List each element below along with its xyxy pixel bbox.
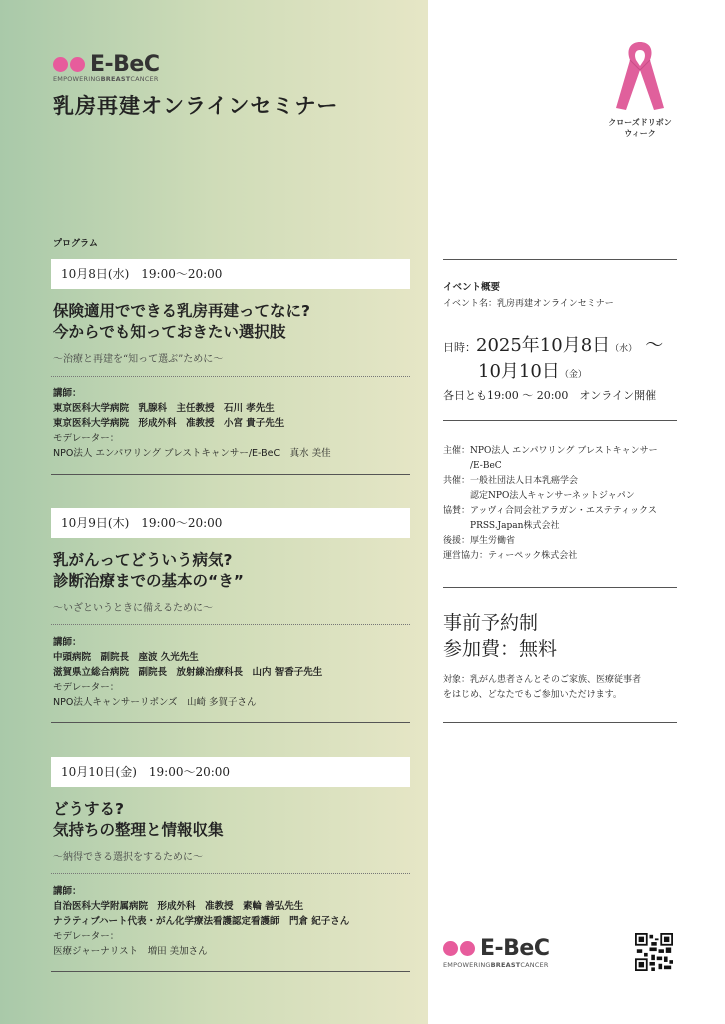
logo-text: E-BeC [90,52,160,77]
moderator-label: モデレーター： [53,433,120,444]
divider [443,587,677,588]
tagline-pre: EMPOWERING [53,75,101,83]
divider [51,873,410,874]
moderator: 医療ジャーナリスト 増田 美加さん [53,946,208,957]
lecturer-label: 講師： [53,886,82,897]
logo-tagline [53,75,159,83]
session-subtitle: ～いざというときに備えるために～ [53,603,213,614]
organizer-value: PRSS.Japan株式会社 [470,521,560,531]
divider [51,474,410,475]
logo-dot-icon [70,57,85,72]
ribbon-label [598,117,682,139]
top-logo [53,52,160,77]
target-line1: 対象：乳がん患者さんとそのご家族、医療従事者 [443,675,642,685]
organizer-key: 共催： [443,476,471,486]
pink-ribbon-icon [608,36,672,116]
session-speakers [53,635,413,710]
session-title-line2: 診断治療までの基本の“き” [53,572,244,590]
session-title-line1: どうする? [53,800,124,818]
organizer-row [443,474,658,504]
tagline-bold: BREAST [100,75,131,83]
session-title-line2: 気持ちの整理と情報収集 [53,821,224,839]
event-name: イベント名：乳房再建オンラインセミナー [443,299,614,309]
event-heading: イベント概要 [443,282,501,293]
organizer-value: ティーペック株式会社 [488,551,578,561]
organizer-key: 運営協力： [443,551,489,561]
lecturer: 自治医科大学附属病院 形成外科 准教授 素輪 善弘先生 [53,901,304,912]
lecturer: 中頭病院 副院長 座波 久光先生 [53,652,199,663]
moderator-label: モデレーター： [53,682,120,693]
organizer-value: 一般社団法人日本乳癌学会 [470,476,579,486]
lecturer: ナラティブハート代表・がん化学療法看護認定看護師 門倉 紀子さん [53,916,350,927]
date-row-end [443,357,663,383]
organizer-row [443,504,658,534]
organizer-key: 後援： [443,536,471,546]
reservation-line1: 事前予約制 [443,612,539,634]
lecturer-label: 講師： [53,388,82,399]
target-line2: をはじめ、どなたでもご参加いただけます。 [443,690,622,700]
session-title [53,550,413,592]
event-dates [443,331,663,383]
divider [51,624,410,625]
session-date: 10月8日(水) 19:00～20:00 [51,259,410,289]
program-label: プログラム [53,239,98,249]
tagline-post: CANCER [520,961,549,969]
logo-dot-icon [460,941,475,956]
ribbon-label-line2: ウィーク [624,129,656,138]
session-title-line2: 今からでも知っておきたい選択肢 [53,323,286,341]
lecturer-label: 講師： [53,637,82,648]
daily-time: 各日とも19:00 ～ 20:00 オンライン開催 [443,389,657,402]
organizer-row [443,549,658,564]
moderator-label: モデレーター： [53,931,120,942]
session-date: 10月9日(木) 19:00～20:00 [51,508,410,538]
lecturer: 東京医科大学病院 形成外科 准教授 小宮 貴子先生 [53,418,285,429]
target-audience [443,673,683,703]
reservation-line2: 参加費：無料 [443,638,558,660]
organizer-value: アッヴィ合同会社アラガン・エステティックス [470,506,657,516]
tagline-pre: EMPOWERING [443,961,491,969]
qr-code-icon[interactable] [635,933,673,971]
logo-dot-icon [53,57,68,72]
divider [443,259,677,260]
date-start-dow: （水） [610,344,638,354]
organizer-key: 主催： [443,446,471,456]
organizer-value: 認定NPO法人キャンサーネットジャパン [470,491,635,501]
divider [51,971,410,972]
session-speakers [53,884,413,959]
logo-text: E-BeC [480,936,550,961]
organizer-value: NPO法人 エンパワリング ブレストキャンサー [470,446,658,456]
session-title [53,799,413,841]
logo-tagline [443,961,549,969]
session-title [53,301,413,343]
lecturer: 東京医科大学病院 乳腺科 主任教授 石川 孝先生 [53,403,275,414]
date-start: 2025年10月8日 [476,335,611,356]
divider [51,376,410,377]
organizer-row [443,444,658,474]
moderator: NPO法人 エンパワリング ブレストキャンサー/E-BeC 真水 美佳 [53,448,331,459]
session-title-line1: 乳がんってどういう病気? [53,551,233,569]
date-row-start [443,331,663,357]
tagline-post: CANCER [130,75,159,83]
lecturer: 滋賀県立総合病院 副院長 放射線治療科長 山内 智香子先生 [53,667,323,678]
session-subtitle: ～納得できる選択をするために～ [53,852,203,863]
bottom-logo [443,936,550,961]
ribbon-label-line1: クローズドリボン [608,118,672,127]
organizer-key: 協賛： [443,506,471,516]
organizer-value: /E-BeC [470,461,502,471]
tagline-bold: BREAST [490,961,521,969]
moderator: NPO法人キャンサーリボンズ 山崎 多賀子さん [53,697,257,708]
date-label: 日時： [443,341,476,354]
date-tilde: ～ [645,335,664,356]
session-date: 10月10日(金) 19:00～20:00 [51,757,410,787]
page-title: 乳房再建オンラインセミナー [53,94,339,118]
session-subtitle: ～治療と再建を“知って選ぶ”ために～ [53,354,224,365]
divider [443,420,677,421]
organizer-value: 厚生労働省 [470,536,516,546]
date-end: 10月10日 [478,361,560,382]
session-speakers [53,386,413,461]
date-end-dow: （金） [559,370,587,380]
reservation-info [443,610,557,662]
divider [51,722,410,723]
logo-dot-icon [443,941,458,956]
session-title-line1: 保険適用でできる乳房再建ってなに? [53,302,310,320]
divider [443,722,677,723]
organizers [443,444,658,564]
organizer-row [443,534,658,549]
